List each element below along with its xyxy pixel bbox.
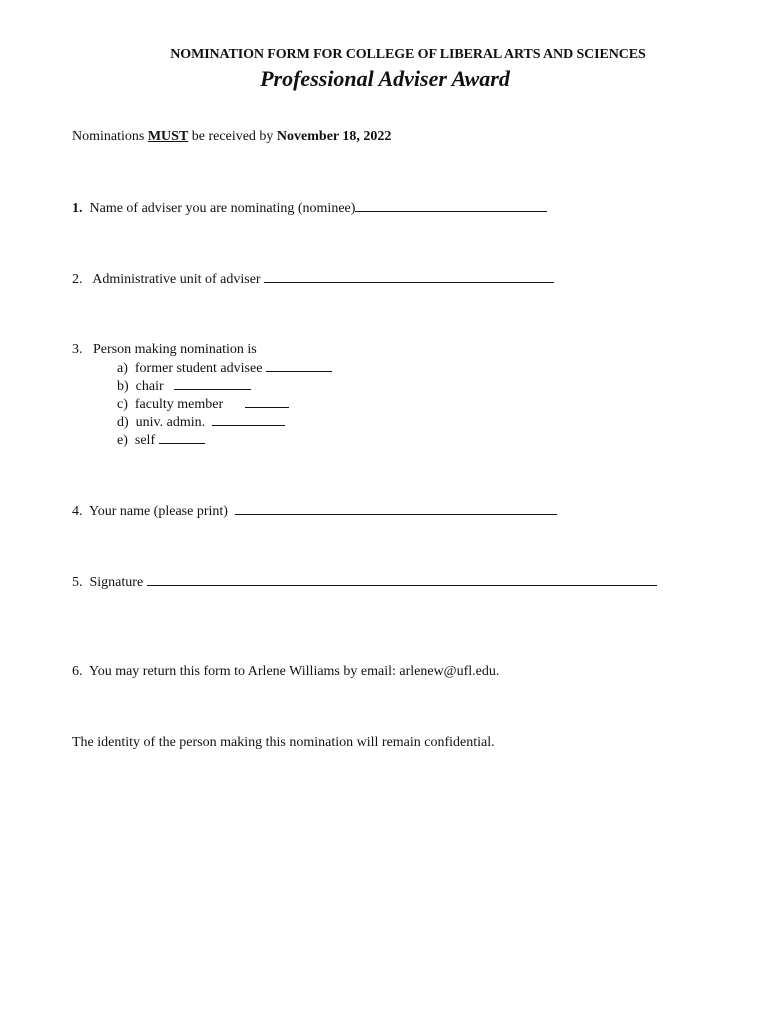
signature-blank[interactable]: [147, 573, 657, 586]
form-header: NOMINATION FORM FOR COLLEGE OF LIBERAL ARTS AND SCIENCES: [170, 47, 646, 62]
field-nominator-type: [72, 341, 257, 359]
option-label: faculty member: [134, 397, 224, 412]
option-letter: c): [117, 397, 128, 412]
option-former-advisee: [117, 359, 332, 378]
option-letter: b): [117, 379, 129, 394]
option-label: chair: [135, 379, 164, 394]
option-label: univ. admin.: [135, 415, 206, 430]
field-admin-unit: [72, 270, 554, 289]
option-blank[interactable]: [159, 431, 205, 444]
award-title: Professional Adviser Award: [260, 66, 510, 91]
return-text: You may return this form to Arlene Williams by email: arlenew@ufl.edu.: [88, 664, 500, 679]
option-blank[interactable]: [266, 359, 332, 372]
field-signature: [72, 573, 657, 592]
nominator-type-label: Person making nomination is: [93, 342, 257, 357]
option-letter: e): [117, 433, 128, 448]
your-name-label: Your name (please print): [88, 504, 228, 519]
deadline-must: MUST: [147, 129, 189, 144]
deadline-middle: be received by: [188, 129, 277, 144]
option-letter: a): [117, 361, 128, 376]
option-letter: d): [117, 415, 129, 430]
option-univ-admin: [117, 413, 285, 432]
item-number: 5.: [72, 575, 83, 590]
option-label: self: [134, 433, 156, 448]
option-faculty: [117, 395, 289, 414]
item-number: 2.: [72, 272, 83, 287]
nominee-blank[interactable]: [355, 199, 547, 212]
option-blank[interactable]: [245, 395, 289, 408]
item-number: 1.: [72, 201, 83, 216]
signature-label: Signature: [89, 575, 144, 590]
option-label: former student advisee: [134, 361, 263, 376]
your-name-blank[interactable]: [235, 502, 557, 515]
field-your-name: [72, 502, 557, 521]
option-blank[interactable]: [212, 413, 285, 426]
deadline-prefix: Nominations: [72, 129, 148, 144]
nominee-label: Name of adviser you are nominating (nominee): [89, 201, 356, 216]
item-number: 3.: [72, 342, 83, 357]
item-number: 6.: [72, 664, 83, 679]
deadline-notice: [72, 128, 391, 146]
return-instructions: [72, 663, 499, 681]
item-number: 4.: [72, 504, 83, 519]
option-self: [117, 431, 205, 450]
option-blank[interactable]: [174, 377, 251, 390]
confidentiality-note: The identity of the person making this nomination will remain confidential.: [72, 735, 495, 750]
admin-unit-label: Administrative unit of adviser: [92, 272, 261, 287]
deadline-date: November 18, 2022: [276, 129, 392, 144]
option-chair: [117, 377, 251, 396]
admin-unit-blank[interactable]: [264, 270, 554, 283]
field-nominee: [72, 199, 547, 218]
